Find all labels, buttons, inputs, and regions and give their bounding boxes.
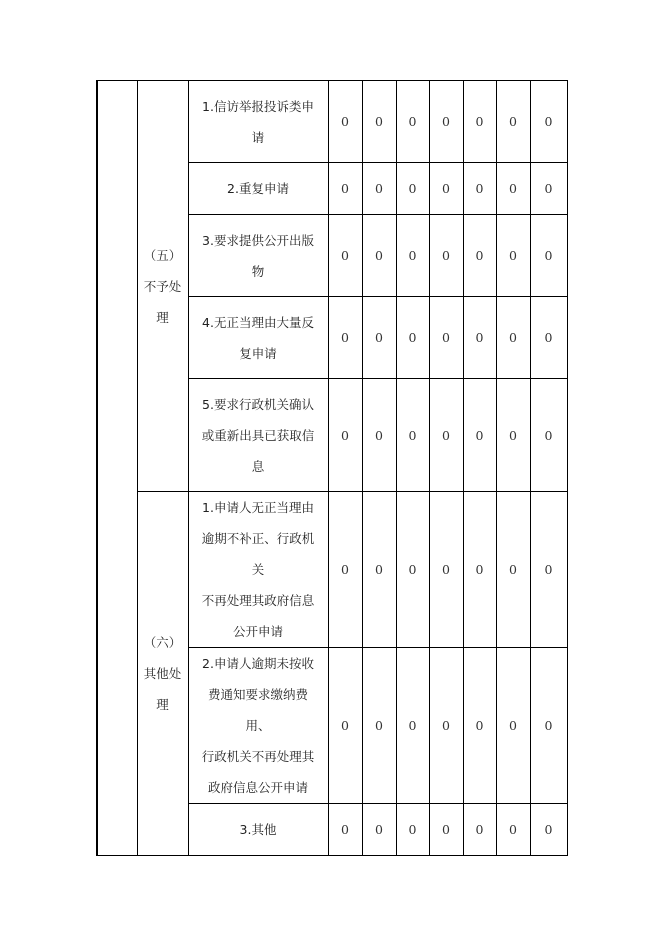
- value-cell: 0: [328, 297, 362, 379]
- value-cell: 0: [496, 215, 530, 297]
- value-cell: 0: [396, 215, 429, 297]
- value-cell: 0: [362, 379, 396, 492]
- value-cell: 0: [429, 297, 463, 379]
- value-cell: 0: [530, 492, 567, 648]
- statistics-table: [96, 80, 568, 856]
- value-cell: 0: [396, 163, 429, 215]
- value-cell: 0: [396, 81, 429, 163]
- value-cell: 0: [429, 804, 463, 856]
- value-cell: 0: [463, 81, 496, 163]
- value-cell: 0: [463, 297, 496, 379]
- value-cell: 0: [496, 804, 530, 856]
- value-cell: 0: [396, 648, 429, 804]
- value-cell: 0: [328, 804, 362, 856]
- value-cell: 0: [496, 492, 530, 648]
- row-label: 3.其他: [188, 804, 328, 856]
- value-cell: 0: [396, 297, 429, 379]
- value-cell: 0: [496, 379, 530, 492]
- value-cell: 0: [429, 163, 463, 215]
- value-cell: 0: [429, 492, 463, 648]
- value-cell: 0: [328, 163, 362, 215]
- value-cell: 0: [530, 297, 567, 379]
- value-cell: 0: [496, 163, 530, 215]
- row-label: 4.无正当理由大量反 复申请: [188, 297, 328, 379]
- value-cell: 0: [496, 648, 530, 804]
- value-cell: 0: [362, 492, 396, 648]
- value-cell: 0: [328, 81, 362, 163]
- value-cell: 0: [463, 648, 496, 804]
- value-cell: 0: [429, 648, 463, 804]
- group-label-6: （六） 其他处 理: [137, 492, 188, 856]
- value-cell: 0: [530, 215, 567, 297]
- table-row: [97, 492, 567, 648]
- value-cell: 0: [362, 81, 396, 163]
- value-cell: 0: [362, 215, 396, 297]
- row-label: 2.重复申请: [188, 163, 328, 215]
- value-cell: 0: [530, 379, 567, 492]
- value-cell: 0: [429, 81, 463, 163]
- value-cell: 0: [328, 648, 362, 804]
- value-cell: 0: [463, 804, 496, 856]
- value-cell: 0: [530, 648, 567, 804]
- value-cell: 0: [463, 379, 496, 492]
- value-cell: 0: [328, 379, 362, 492]
- value-cell: 0: [328, 215, 362, 297]
- table-row: [97, 81, 567, 163]
- value-cell: 0: [496, 297, 530, 379]
- value-cell: 0: [463, 492, 496, 648]
- value-cell: 0: [530, 81, 567, 163]
- row-label: 3.要求提供公开出版 物: [188, 215, 328, 297]
- row-label: 1.申请人无正当理由 逾期不补正、行政机关 不再处理其政府信息 公开申请: [188, 492, 328, 648]
- value-cell: 0: [362, 297, 396, 379]
- value-cell: 0: [396, 804, 429, 856]
- value-cell: 0: [328, 492, 362, 648]
- value-cell: 0: [463, 215, 496, 297]
- row-label: 2.申请人逾期未按收 费通知要求缴纳费用、 行政机关不再处理其 政府信息公开申请: [188, 648, 328, 804]
- value-cell: 0: [530, 163, 567, 215]
- value-cell: 0: [429, 379, 463, 492]
- value-cell: 0: [496, 81, 530, 163]
- row-label: 1.信访举报投诉类申 请: [188, 81, 328, 163]
- value-cell: 0: [396, 492, 429, 648]
- group-label-5: （五） 不予处 理: [137, 81, 188, 492]
- value-cell: 0: [463, 163, 496, 215]
- category-column-cell: [97, 81, 137, 856]
- value-cell: 0: [530, 804, 567, 856]
- value-cell: 0: [362, 163, 396, 215]
- value-cell: 0: [429, 215, 463, 297]
- row-label: 5.要求行政机关确认 或重新出具已获取信 息: [188, 379, 328, 492]
- value-cell: 0: [362, 648, 396, 804]
- value-cell: 0: [362, 804, 396, 856]
- value-cell: 0: [396, 379, 429, 492]
